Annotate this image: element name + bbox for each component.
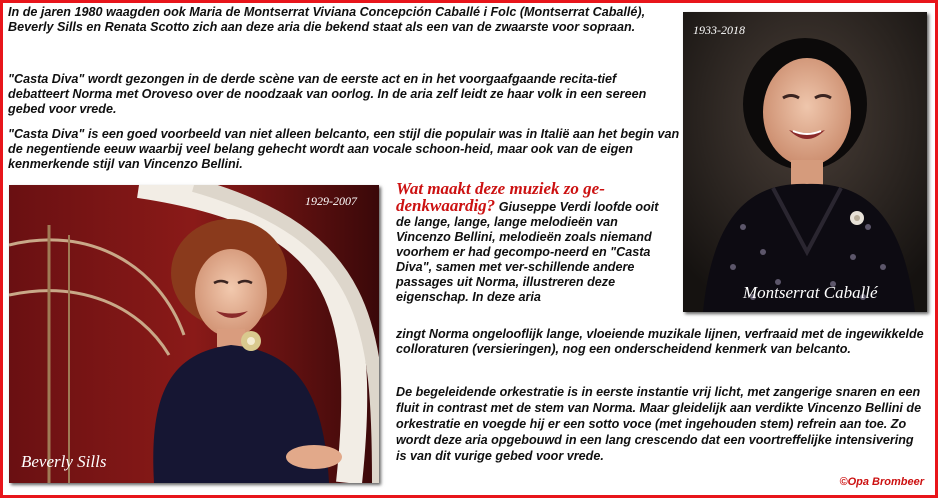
intro-paragraph-1: In de jaren 1980 waagden ook Maria de Montserrat Viviana Concepción Caballé i Folc (Montserrat Caballé), Beverly Sills en Renata Scotto zich aan deze aria die bekend staat als een van de zwaarste voor sopraan. [8,5,646,34]
middle-body-narrow: Giuseppe Verdi loofde ooit de lange, lange, lange melodieën van Vincenzo Bellini, melodieën zoals niemand voorhem er had gecompo-neerd en "Casta Diva", samen met ver-schillende andere passages uit Norma, illustreren deze eigenschap. In deze aria [396,200,659,304]
closing-paragraph: De begeleidende orkestratie is in eerste instantie vrij licht, met zangerige snaren en een fluit in contrast met de stem van Norma. Maar gleidelijk aan verdikte Vincenzo Bellini de orkestratie en voegde hij er een sotto voce (met ingehouden stem) refrein aan toe. Zo wordt deze aria opgebouwd in een lang crescendo dat een voortreffelijke intensivering is van dit vurige gebed voor vrede. [396,385,922,463]
montserrat-caballe-photo [683,12,927,312]
middle-body-wide: zingt Norma ongelooflijk lange, vloeiende muzikale lijnen, verfraaid met de ingewikkelde colloraturen (versieringen), nog een onderscheidend kenmerk van belcanto. [396,327,924,356]
author-credit: ©Opa Brombeer [839,476,924,488]
section-heading: Wat maakt deze muziek zo ge-denkwaardig? [396,179,605,215]
sills-years: 1929-2007 [305,194,357,208]
caballe-years: 1933-2018 [693,23,745,37]
sills-name: Beverly Sills [21,452,107,471]
intro-paragraph-2: "Casta Diva" wordt gezongen in de derde scène van de eerste act en in het voorgaafgaande recita-tief debatteert Norma met Oroveso over de noodzaak van oorlog. In de aria zelf leidt ze haar volk in een sereen gebed voor vrede. [8,72,647,116]
intro-paragraph-3: "Casta Diva" is een goed voorbeeld van niet alleen belcanto, een stijl die populair was in Italië aan het begin van de negentiende eeuw waarbij veel belang gehecht wordt aan vocale schoon-heid, maar ook van de eigen kenmerkende stijl van Vincenzo Bellini. [8,127,680,171]
beverly-sills-photo [9,185,379,483]
caballe-name: Montserrat Caballé [743,283,878,302]
middle-narrow-block [396,181,676,305]
